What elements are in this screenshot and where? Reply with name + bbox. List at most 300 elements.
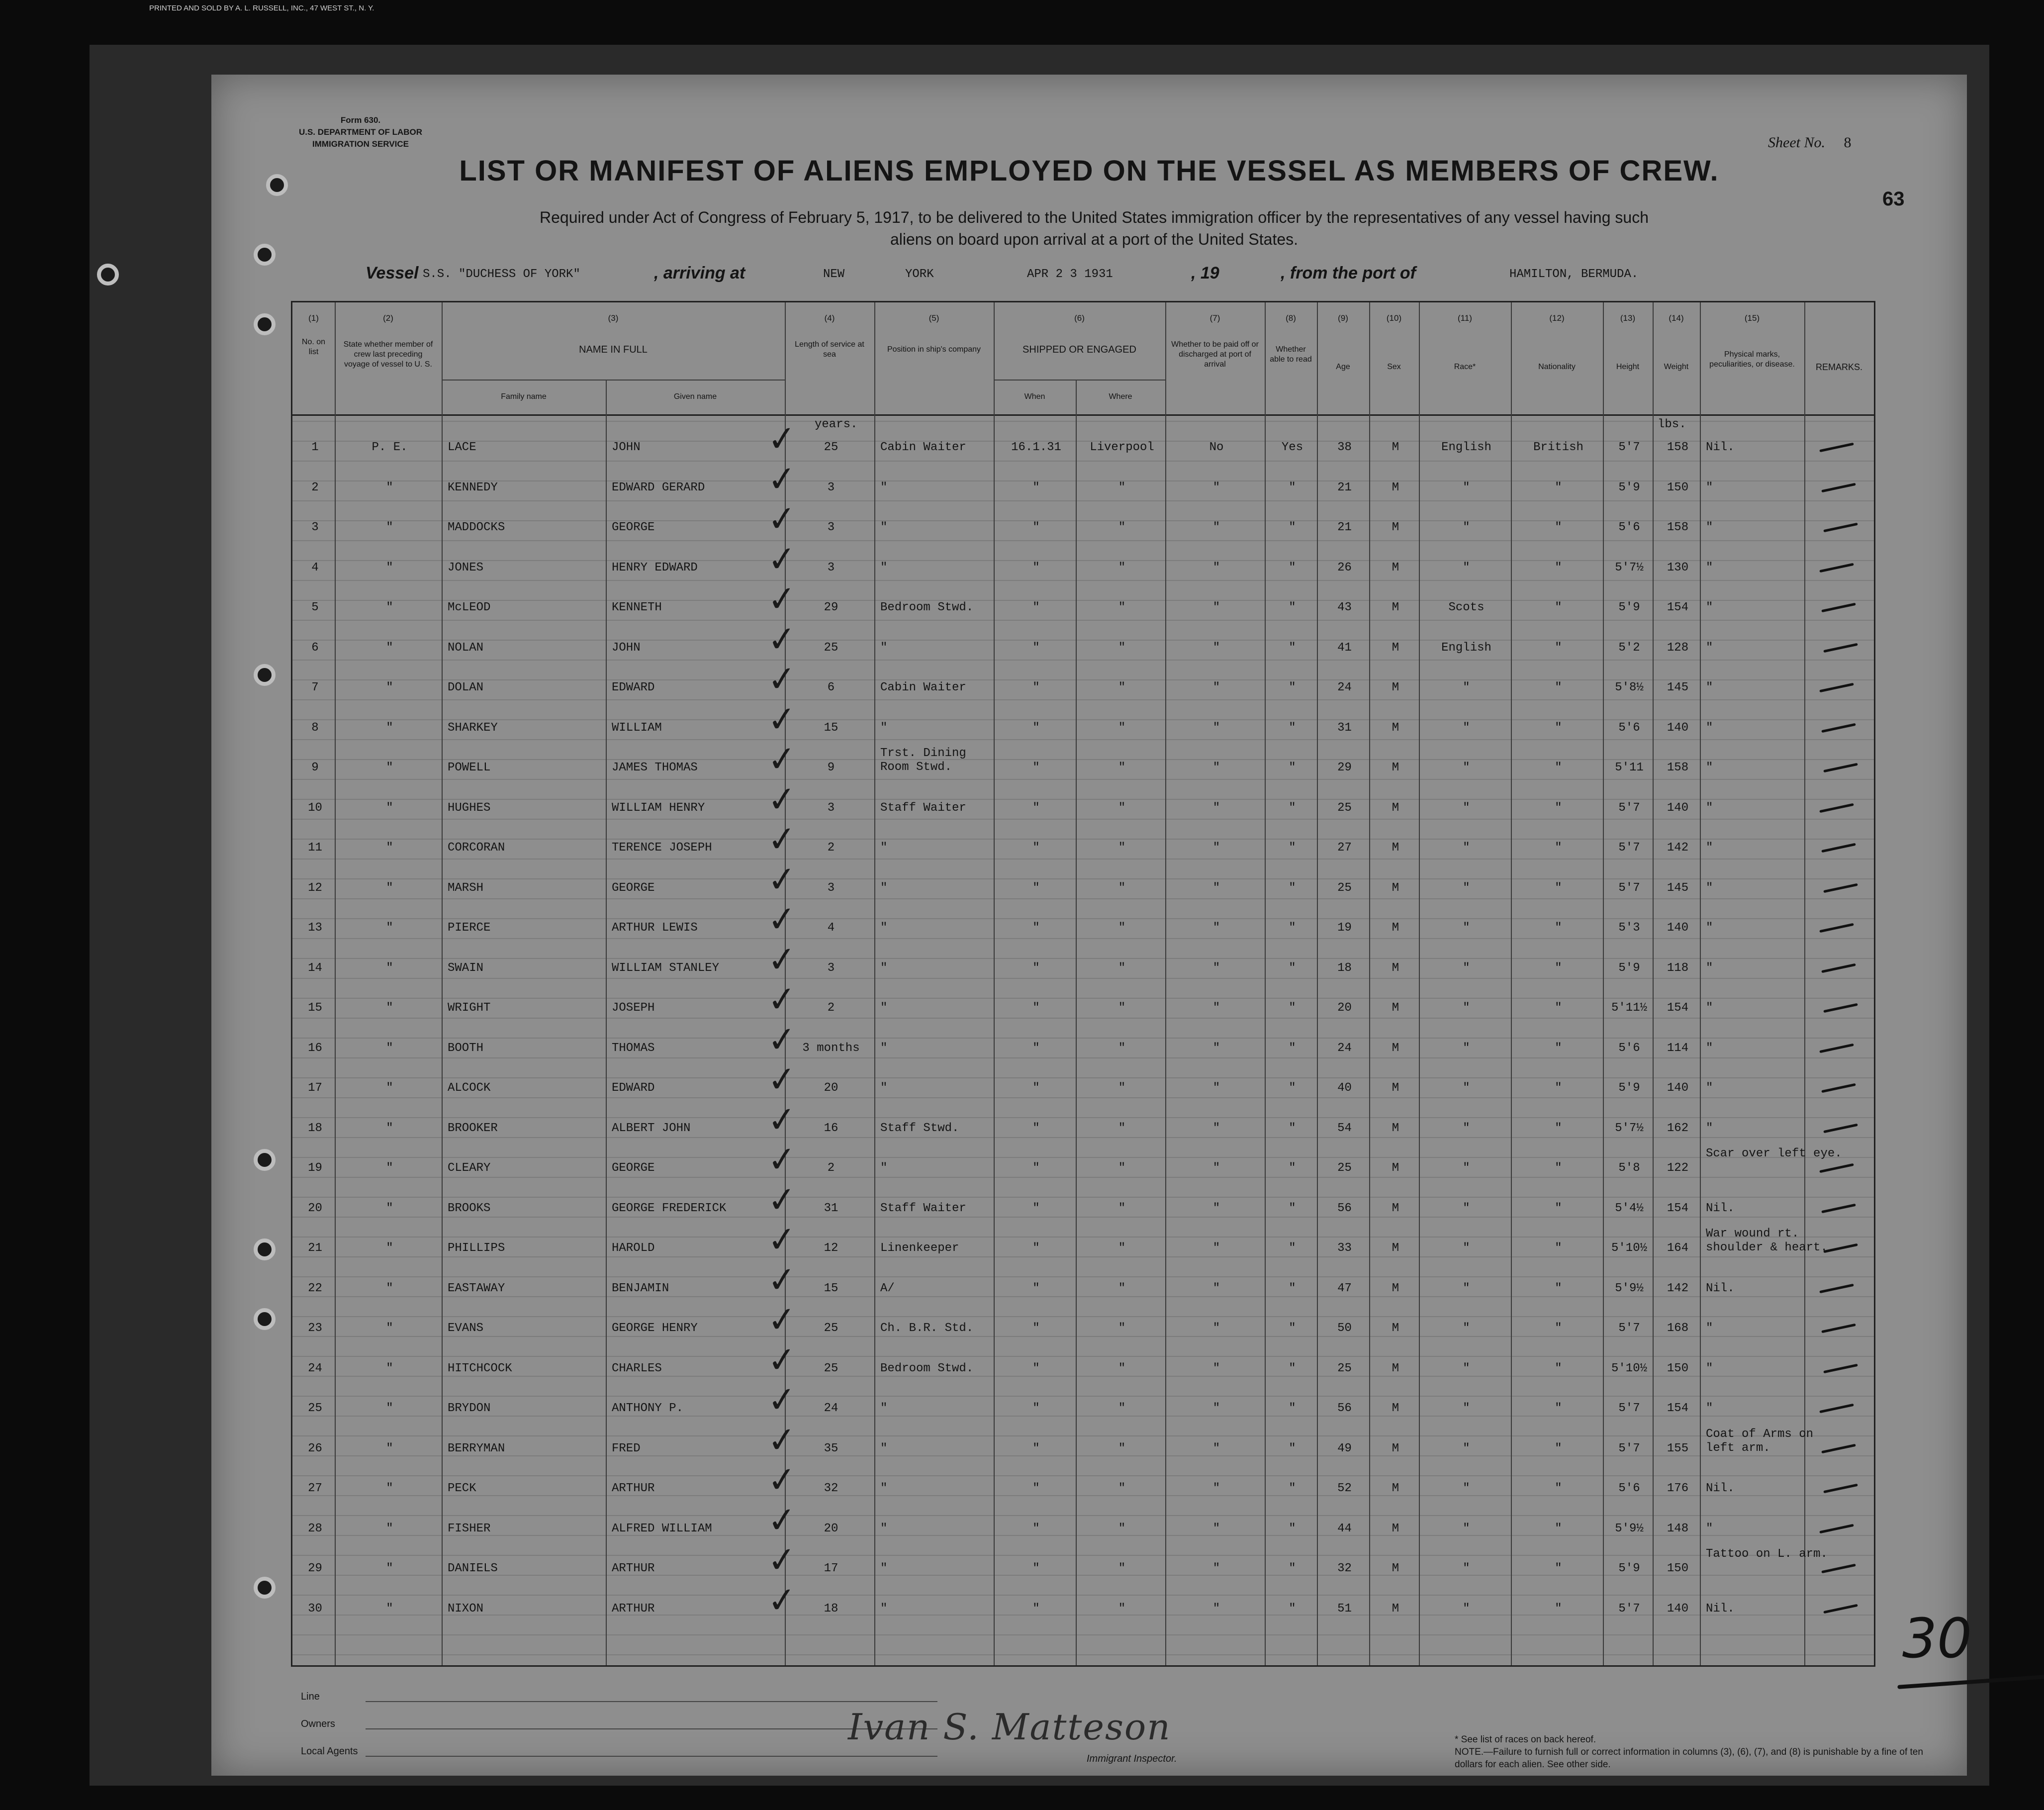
cell-position: "	[880, 1081, 888, 1095]
cell-family: MARSH	[448, 881, 484, 895]
cell-race: "	[1463, 1402, 1470, 1415]
check-mark-icon: ✓	[765, 417, 799, 461]
cell-where: "	[1118, 681, 1126, 694]
cell-age: 29	[1337, 761, 1352, 774]
cell-race: "	[1463, 761, 1470, 774]
cell-race: "	[1463, 1562, 1470, 1575]
cell-weight: 145	[1667, 881, 1689, 895]
cell-paid: "	[1212, 1241, 1220, 1255]
check-mark-icon: ✓	[765, 1458, 799, 1502]
cell-prev: "	[386, 721, 393, 735]
cell-service: 3	[827, 521, 835, 534]
column-number: (1)	[308, 313, 319, 323]
cell-position: "	[880, 1402, 888, 1415]
cell-nat: "	[1555, 1281, 1562, 1295]
table-row	[292, 897, 1874, 949]
cell-prev: "	[386, 1562, 393, 1575]
cell-sex: M	[1392, 921, 1399, 935]
cell-paid: No	[1209, 441, 1224, 454]
remark-tick-icon	[1819, 1043, 1854, 1052]
cell-no: 29	[308, 1562, 322, 1575]
cell-no: 17	[308, 1081, 322, 1095]
cell-sex: M	[1392, 801, 1399, 815]
cell-height: 5'7	[1618, 1402, 1640, 1415]
cell-service: 25	[824, 641, 838, 655]
cell-height: 5'8	[1618, 1161, 1640, 1175]
cell-height: 5'7	[1618, 801, 1640, 815]
remark-tick-icon	[1821, 723, 1856, 732]
arriving-label: , arriving at	[654, 264, 745, 283]
cell-height: 5'7	[1618, 1441, 1640, 1455]
cell-prev: "	[386, 1041, 393, 1055]
check-mark-icon: ✓	[765, 1498, 799, 1541]
cell-given: KENNETH	[612, 601, 662, 614]
races-note: * See list of races on back hereof.	[1455, 1734, 1596, 1745]
cell-height: 5'9	[1618, 1562, 1640, 1575]
cell-height: 5'2	[1618, 641, 1640, 655]
cell-sex: M	[1392, 681, 1399, 694]
cell-where: "	[1118, 1522, 1126, 1535]
cell-race: "	[1463, 961, 1470, 975]
cell-read: "	[1289, 1041, 1296, 1055]
cell-race: "	[1463, 881, 1470, 895]
cell-no: 8	[311, 721, 319, 735]
cell-no: 2	[311, 480, 319, 494]
cell-age: 44	[1337, 1522, 1352, 1535]
cell-weight: 140	[1667, 721, 1689, 735]
header-name-in-full: NAME IN FULL	[579, 344, 648, 355]
cell-given: GEORGE HENRY	[612, 1322, 698, 1335]
cell-nat: "	[1555, 1201, 1562, 1215]
cell-weight: 142	[1667, 841, 1689, 855]
cell-position: "	[880, 1602, 888, 1616]
cell-family: HITCHCOCK	[448, 1361, 512, 1375]
check-mark-icon: ✓	[765, 1538, 799, 1582]
cell-given: BENJAMIN	[612, 1281, 669, 1295]
cell-no: 30	[308, 1602, 322, 1616]
cell-read: "	[1289, 681, 1296, 694]
weight-unit: lbs.	[1658, 418, 1686, 431]
cell-age: 50	[1337, 1322, 1352, 1335]
cell-service: 3	[827, 480, 835, 494]
vessel-label: Vessel	[366, 264, 419, 283]
cell-no: 26	[308, 1441, 322, 1455]
cell-given: JOHN	[612, 641, 641, 655]
cell-family: CORCORAN	[448, 841, 505, 855]
printer-line: PRINTED AND SOLD BY A. L. RUSSELL, INC., 47 WEST ST., N. Y.	[149, 4, 374, 12]
remark-tick-icon	[1821, 482, 1856, 492]
cell-read: "	[1289, 1161, 1296, 1175]
header-remarks: REMARKS.	[1815, 362, 1863, 372]
check-mark-icon: ✓	[765, 897, 799, 941]
cell-age: 41	[1337, 641, 1352, 655]
table-row	[292, 537, 1874, 588]
check-mark-icon: ✓	[765, 1178, 799, 1221]
cell-prev: "	[386, 1001, 393, 1015]
cell-race: "	[1463, 1241, 1470, 1255]
cell-read: "	[1289, 881, 1296, 895]
remark-tick-icon	[1819, 563, 1854, 572]
cell-nat: "	[1555, 1562, 1562, 1575]
cell-weight: 150	[1667, 1562, 1689, 1575]
column-number: (10)	[1386, 313, 1402, 323]
cell-age: 21	[1337, 521, 1352, 534]
cell-prev: "	[386, 801, 393, 815]
cell-where: "	[1118, 721, 1126, 735]
cell-height: 5'6	[1618, 721, 1640, 735]
column-number: (14)	[1669, 313, 1684, 323]
cell-weight: 114	[1667, 1041, 1689, 1055]
cell-no: 25	[308, 1402, 322, 1415]
cell-marks: "	[1706, 1322, 1713, 1335]
cell-height: 5'8½	[1615, 681, 1644, 694]
cell-sex: M	[1392, 1522, 1399, 1535]
table-row	[292, 857, 1874, 909]
cell-paid: "	[1212, 921, 1220, 935]
page-subtitle	[336, 206, 1853, 250]
cell-no: 15	[308, 1001, 322, 1015]
cell-position: Cabin Waiter	[880, 681, 966, 694]
cell-weight: 130	[1667, 561, 1689, 574]
table-row	[292, 817, 1874, 868]
cell-race: "	[1463, 1161, 1470, 1175]
cell-position: Linenkeeper	[880, 1241, 959, 1255]
sheet-number	[1768, 134, 1851, 151]
cell-prev: "	[386, 1281, 393, 1295]
cell-paid: "	[1212, 1402, 1220, 1415]
cell-family: JONES	[448, 561, 484, 574]
cell-nat: British	[1533, 441, 1583, 454]
remark-tick-icon	[1823, 523, 1858, 532]
cell-sex: M	[1392, 1201, 1399, 1215]
cell-paid: "	[1212, 1121, 1220, 1135]
cell-read: "	[1289, 1522, 1296, 1535]
table-row	[292, 737, 1874, 788]
check-mark-icon: ✓	[765, 857, 799, 901]
cell-age: 25	[1337, 801, 1352, 815]
cell-sex: M	[1392, 1361, 1399, 1375]
cell-nat: "	[1555, 681, 1562, 694]
cell-paid: "	[1212, 1522, 1220, 1535]
cell-race: "	[1463, 1001, 1470, 1015]
cell-height: 5'7	[1618, 1602, 1640, 1616]
cell-height: 5'7	[1618, 881, 1640, 895]
remark-tick-icon	[1819, 803, 1854, 812]
cell-marks: "	[1706, 521, 1713, 534]
cell-where: "	[1118, 1241, 1126, 1255]
cell-height: 5'9	[1618, 480, 1640, 494]
cell-given: ARTHUR	[612, 1562, 655, 1575]
inspector-signature: Ivan S. Matteson	[848, 1706, 1171, 1748]
cell-family: EASTAWAY	[448, 1281, 505, 1295]
agents-field	[366, 1756, 937, 1757]
table-row	[292, 1418, 1874, 1469]
cell-when: "	[1032, 1281, 1040, 1295]
table-row	[292, 777, 1874, 829]
cell-when: "	[1032, 1161, 1040, 1175]
cell-nat: "	[1555, 961, 1562, 975]
cell-family: NIXON	[448, 1602, 484, 1616]
cell-read: "	[1289, 1482, 1296, 1495]
cell-position: Cabin Waiter	[880, 441, 966, 454]
total-count: 30	[1902, 1607, 1972, 1670]
cell-service: 32	[824, 1482, 838, 1495]
cell-prev: "	[386, 1522, 393, 1535]
cell-age: 52	[1337, 1482, 1352, 1495]
cell-sex: M	[1392, 641, 1399, 655]
cell-sex: M	[1392, 1041, 1399, 1055]
check-mark-icon: ✓	[765, 1057, 799, 1101]
cell-paid: "	[1212, 1441, 1220, 1455]
cell-when: "	[1032, 1081, 1040, 1095]
vessel-line	[366, 264, 1907, 288]
cell-where: "	[1118, 921, 1126, 935]
cell-given: HENRY EDWARD	[612, 561, 698, 574]
header-height: Height	[1616, 363, 1640, 371]
cell-marks: "	[1706, 761, 1713, 774]
cell-nat: "	[1555, 480, 1562, 494]
cell-nat: "	[1555, 601, 1562, 614]
column-number: (2)	[383, 313, 393, 323]
cell-when: "	[1032, 1121, 1040, 1135]
cell-no: 5	[311, 601, 319, 614]
cell-service: 31	[824, 1201, 838, 1215]
cell-no: 19	[308, 1161, 322, 1175]
column-number: (11)	[1458, 313, 1472, 323]
cell-no: 11	[308, 841, 322, 855]
cell-family: NOLAN	[448, 641, 484, 655]
cell-age: 24	[1337, 681, 1352, 694]
punch-hole	[254, 1577, 276, 1599]
cell-read: "	[1289, 1562, 1296, 1575]
cell-when: "	[1032, 1361, 1040, 1375]
punch-hole	[254, 1149, 276, 1171]
cell-prev: "	[386, 961, 393, 975]
check-mark-icon: ✓	[765, 657, 799, 701]
cell-race: "	[1463, 1441, 1470, 1455]
cell-weight: 162	[1667, 1121, 1689, 1135]
cell-no: 14	[308, 961, 322, 975]
cell-where: "	[1118, 1482, 1126, 1495]
cell-paid: "	[1212, 961, 1220, 975]
cell-given: WILLIAM	[612, 721, 662, 735]
column-number: (4)	[824, 313, 835, 323]
cell-paid: "	[1212, 1201, 1220, 1215]
punch-hole	[97, 264, 119, 286]
cell-paid: "	[1212, 1281, 1220, 1295]
cell-position: "	[880, 1482, 888, 1495]
cell-family: POWELL	[448, 761, 491, 774]
table-row	[292, 1378, 1874, 1429]
cell-weight: 145	[1667, 681, 1689, 694]
cell-age: 24	[1337, 1041, 1352, 1055]
cell-read: "	[1289, 1081, 1296, 1095]
table-row	[292, 977, 1874, 1029]
cell-service: 20	[824, 1081, 838, 1095]
cell-marks: "	[1706, 801, 1713, 815]
column-number: (13)	[1620, 313, 1636, 323]
cell-service: 3	[827, 961, 835, 975]
cell-weight: 118	[1667, 961, 1689, 975]
cell-where: "	[1118, 1121, 1126, 1135]
cell-where: Liverpool	[1090, 441, 1154, 454]
cell-sex: M	[1392, 561, 1399, 574]
cell-marks: "	[1706, 921, 1713, 935]
cell-marks: Nil.	[1706, 1602, 1735, 1616]
cell-age: 49	[1337, 1441, 1352, 1455]
cell-position: "	[880, 881, 888, 895]
cell-paid: "	[1212, 1081, 1220, 1095]
cell-marks: "	[1706, 601, 1713, 614]
cell-read: "	[1289, 480, 1296, 494]
footer-note	[1455, 1733, 1952, 1771]
check-mark-icon: ✓	[765, 1418, 799, 1461]
cell-prev: "	[386, 1361, 393, 1375]
table-row	[292, 1298, 1874, 1349]
cell-given: WILLIAM HENRY	[612, 801, 705, 815]
cell-no: 1	[311, 441, 319, 454]
cell-race: "	[1463, 1482, 1470, 1495]
cell-race: "	[1463, 1081, 1470, 1095]
table-row	[292, 1178, 1874, 1229]
cell-paid: "	[1212, 841, 1220, 855]
cell-when: "	[1032, 881, 1040, 895]
cell-age: 54	[1337, 1121, 1352, 1135]
cell-given: EDWARD	[612, 1081, 655, 1095]
cell-marks: "	[1706, 1361, 1713, 1375]
cell-race: "	[1463, 1041, 1470, 1055]
subheader-rule	[994, 380, 1165, 381]
remark-tick-icon	[1821, 963, 1856, 972]
cell-given: FRED	[612, 1441, 641, 1455]
cell-sex: M	[1392, 1602, 1399, 1616]
check-mark-icon: ✓	[765, 1378, 799, 1422]
cell-race: "	[1463, 921, 1470, 935]
cell-race: "	[1463, 480, 1470, 494]
cell-sex: M	[1392, 1281, 1399, 1295]
cell-marks: "	[1706, 1081, 1713, 1095]
manifest-table	[291, 301, 1875, 1667]
cell-where: "	[1118, 1001, 1126, 1015]
cell-given: GEORGE	[612, 881, 655, 895]
agents-label: Local Agents	[301, 1746, 358, 1757]
cell-marks: Nil.	[1706, 1281, 1735, 1295]
cell-height: 5'11	[1615, 761, 1644, 774]
cell-service: 15	[824, 721, 838, 735]
cell-sex: M	[1392, 1441, 1399, 1455]
cell-prev: "	[386, 1402, 393, 1415]
cell-family: KENNEDY	[448, 480, 498, 494]
cell-given: WILLIAM STANLEY	[612, 961, 720, 975]
remark-tick-icon	[1819, 683, 1854, 692]
header-previous-voyage: State whether member of crew last preceding voyage of vessel to U. S.	[343, 340, 433, 369]
cell-nat: "	[1555, 641, 1562, 655]
cell-read: "	[1289, 521, 1296, 534]
table-row	[292, 1098, 1874, 1149]
cell-prev: "	[386, 561, 393, 574]
header-family-name: Family name	[501, 392, 547, 401]
cell-age: 21	[1337, 480, 1352, 494]
cell-where: "	[1118, 1441, 1126, 1455]
cell-weight: 154	[1667, 601, 1689, 614]
punch-hole	[254, 1238, 276, 1260]
cell-no: 16	[308, 1041, 322, 1055]
cell-weight: 150	[1667, 1361, 1689, 1375]
cell-height: 5'10½	[1611, 1241, 1647, 1255]
cell-age: 43	[1337, 601, 1352, 614]
manifest-sheet	[211, 75, 1972, 1776]
cell-when: "	[1032, 1001, 1040, 1015]
table-row	[292, 1218, 1874, 1269]
cell-prev: "	[386, 601, 393, 614]
cell-paid: "	[1212, 521, 1220, 534]
cell-race: "	[1463, 681, 1470, 694]
cell-sex: M	[1392, 1121, 1399, 1135]
cell-sex: M	[1392, 721, 1399, 735]
cell-read: "	[1289, 1241, 1296, 1255]
table-row	[292, 1057, 1874, 1109]
cell-marks: "	[1706, 641, 1713, 655]
cell-service: 24	[824, 1402, 838, 1415]
cell-sex: M	[1392, 961, 1399, 975]
check-mark-icon: ✓	[765, 497, 799, 541]
check-mark-icon: ✓	[765, 1338, 799, 1381]
cell-service: 2	[827, 1001, 835, 1015]
cell-height: 5'7	[1618, 841, 1640, 855]
column-number: (7)	[1209, 313, 1220, 323]
remark-tick-icon	[1819, 1524, 1854, 1533]
cell-given: ALFRED WILLIAM	[612, 1522, 712, 1535]
cell-service: 25	[824, 441, 838, 454]
cell-nat: "	[1555, 1361, 1562, 1375]
remark-tick-icon	[1821, 1564, 1856, 1573]
cell-service: 12	[824, 1241, 838, 1255]
penalty-note: NOTE.—Failure to furnish full or correct information in columns (3), (6), (7), and (8) is punishable by a fine of ten dollars for each alien. See other side.	[1455, 1747, 1923, 1770]
cell-weight: 155	[1667, 1441, 1689, 1455]
cell-given: JOHN	[612, 441, 641, 454]
cell-where: "	[1118, 480, 1126, 494]
cell-service: 3	[827, 881, 835, 895]
cell-prev: "	[386, 841, 393, 855]
cell-read: "	[1289, 1121, 1296, 1135]
cell-family: PHILLIPS	[448, 1241, 505, 1255]
header-when: When	[1024, 392, 1045, 401]
table-row	[292, 617, 1874, 668]
cell-read: "	[1289, 561, 1296, 574]
cell-family: CLEARY	[448, 1161, 491, 1175]
table-row	[292, 577, 1874, 628]
cell-no: 4	[311, 561, 319, 574]
cell-position: Bedroom Stwd.	[880, 601, 974, 614]
cell-no: 12	[308, 881, 322, 895]
column-number: (8)	[1286, 313, 1296, 323]
table-row	[292, 1018, 1874, 1069]
column-number: (6)	[1074, 313, 1085, 323]
cell-weight: 140	[1667, 1602, 1689, 1616]
cell-paid: "	[1212, 1001, 1220, 1015]
line-field	[366, 1701, 937, 1702]
cell-nat: "	[1555, 1522, 1562, 1535]
cell-read: "	[1289, 1001, 1296, 1015]
header-sex: Sex	[1387, 363, 1401, 371]
cell-weight: 168	[1667, 1322, 1689, 1335]
cell-where: "	[1118, 881, 1126, 895]
cell-no: 28	[308, 1522, 322, 1535]
cell-sex: M	[1392, 1402, 1399, 1415]
cell-weight: 142	[1667, 1281, 1689, 1295]
cell-family: BOOTH	[448, 1041, 484, 1055]
cell-sex: M	[1392, 761, 1399, 774]
